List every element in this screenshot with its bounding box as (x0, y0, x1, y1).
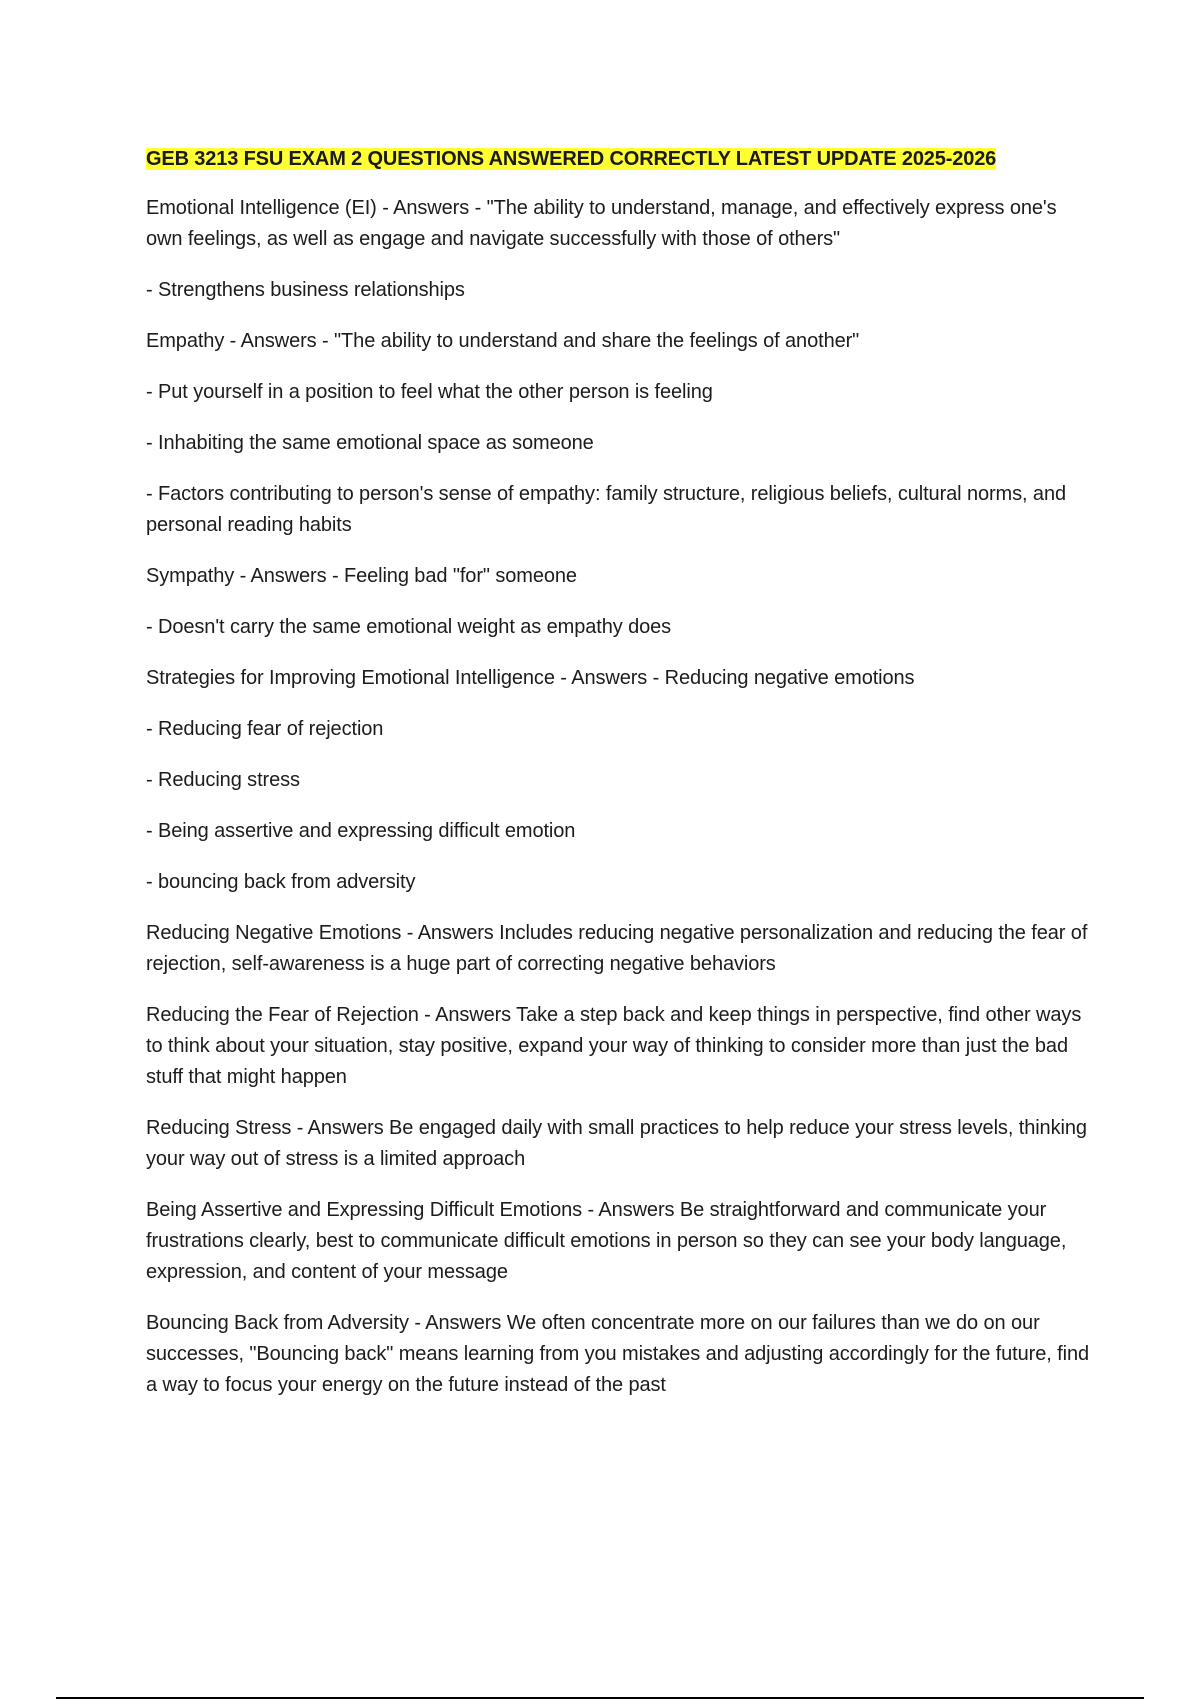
paragraph-reducing-negative-emotions: Reducing Negative Emotions - Answers Includes reducing negative personalization and reducing the fear of rejection, self-awareness is a huge part of correcting negative behaviors (146, 922, 1088, 975)
bullet-reducing-stress: - Reducing stress (146, 769, 300, 791)
document-body (146, 145, 1092, 1421)
paragraph-emotional-intelligence: Emotional Intelligence (EI) - Answers - "The ability to understand, manage, and effectively express one's own feelings, as well as engage and navigate successfully with those of others" (146, 197, 1057, 250)
bullet-reducing-fear: - Reducing fear of rejection (146, 718, 384, 740)
bullet-inhabiting-emotional-space: - Inhabiting the same emotional space as someone (146, 432, 594, 454)
bullet-bouncing-back: - bouncing back from adversity (146, 871, 416, 893)
paragraph-reducing-fear-of-rejection: Reducing the Fear of Rejection - Answers Take a step back and keep things in perspective, find other ways to think about your situation, stay positive, expand your way of thinking to consider more than just the bad stuff that might happen (146, 1004, 1082, 1088)
paragraph-reducing-stress: Reducing Stress - Answers Be engaged daily with small practices to help reduce your stress levels, thinking your way out of stress is a limited approach (146, 1117, 1087, 1170)
bullet-strengthens-relationships: - Strengthens business relationships (146, 279, 465, 301)
bullet-being-assertive: - Being assertive and expressing difficult emotion (146, 820, 576, 842)
bullet-put-yourself-in-position: - Put yourself in a position to feel what the other person is feeling (146, 381, 713, 403)
footer-divider (56, 1697, 1144, 1699)
paragraph-bouncing-back: Bouncing Back from Adversity - Answers We often concentrate more on our failures than we do on our successes, "Bouncing back" means learning from you mistakes and adjusting accordingly for the future, find a way to focus your energy on the future instead of the past (146, 1312, 1089, 1396)
paragraph-sympathy: Sympathy - Answers - Feeling bad "for" someone (146, 565, 577, 587)
document-title: GEB 3213 FSU EXAM 2 QUESTIONS ANSWERED CORRECTLY LATEST UPDATE 2025-2026 (146, 148, 997, 170)
bullet-emotional-weight: - Doesn't carry the same emotional weight as empathy does (146, 616, 672, 638)
paragraph-strategies: Strategies for Improving Emotional Intelligence - Answers - Reducing negative emotions (146, 667, 915, 689)
paragraph-being-assertive: Being Assertive and Expressing Difficult Emotions - Answers Be straightforward and communicate your frustrations clearly, best to communicate difficult emotions in person so they can see your body language, expression, and content of your message (146, 1199, 1067, 1283)
document-title-block (146, 145, 1092, 173)
paragraph-empathy: Empathy - Answers - "The ability to understand and share the feelings of another" (146, 330, 860, 352)
bullet-empathy-factors: - Factors contributing to person's sense of empathy: family structure, religious beliefs, cultural norms, and personal reading habits (146, 483, 1066, 536)
